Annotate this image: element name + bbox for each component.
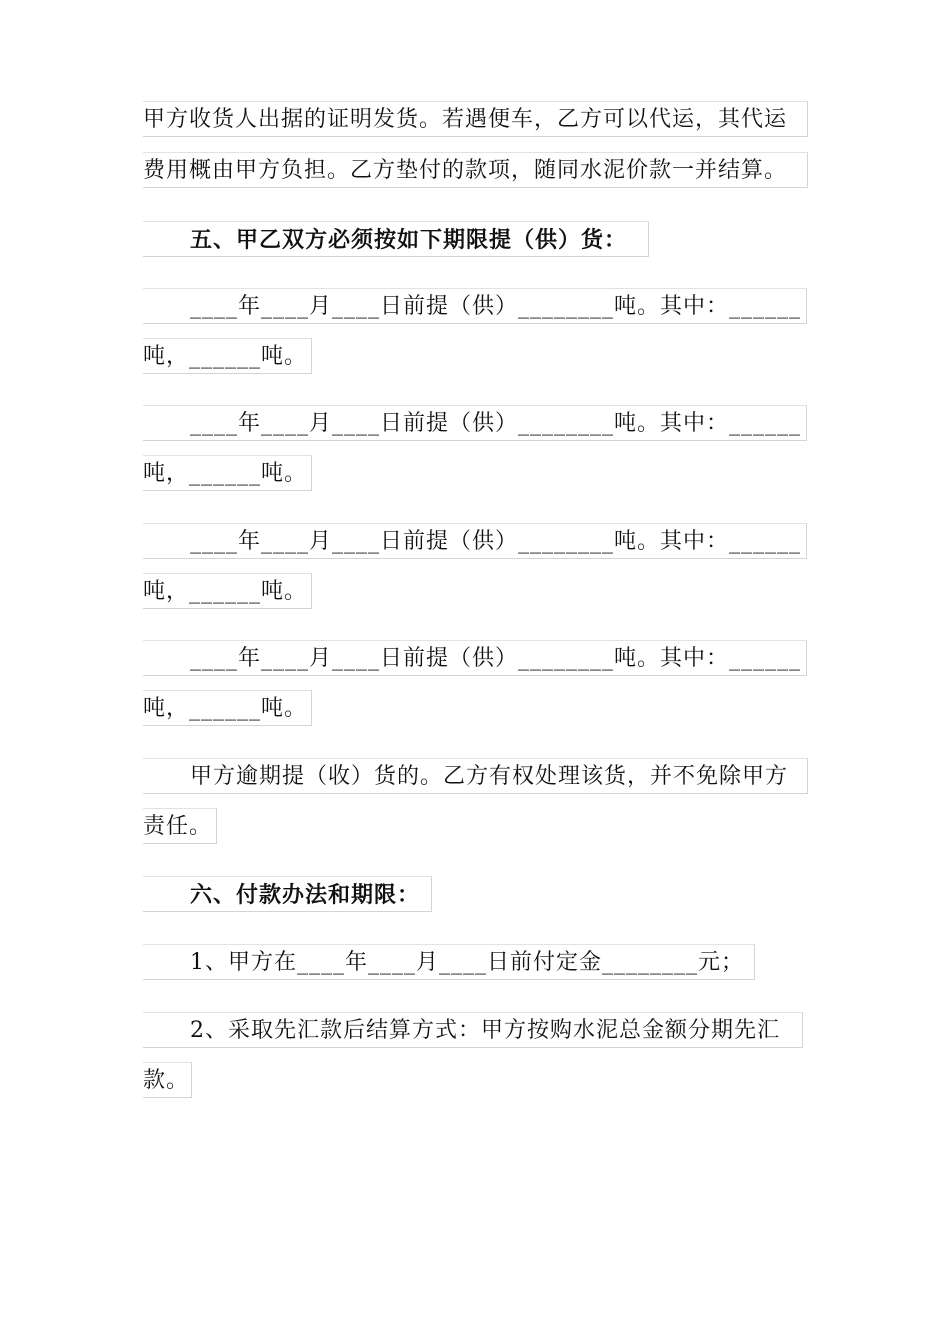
schedule-line: 吨，______吨。 [143,338,312,374]
schedule-line: 吨，______吨。 [143,573,312,609]
payment-item-2: 2、采取先汇款后结算方式：甲方按购水泥总金额分期先汇 [143,1012,803,1048]
paragraph-line: 甲方逾期提（收）货的。乙方有权处理该货，并不免除甲方 [143,758,808,794]
schedule-line: 吨，______吨。 [143,455,312,491]
schedule-line: 吨，______吨。 [143,690,312,726]
payment-item-1: 1、甲方在____年____月____日前付定金________元； [143,944,755,980]
paragraph-line: 甲方收货人出据的证明发货。若遇便车，乙方可以代运，其代运 [143,101,808,137]
schedule-line: ____年____月____日前提（供）________吨。其中：______ [143,523,807,559]
schedule-line: ____年____月____日前提（供）________吨。其中：______ [143,640,807,676]
paragraph-line: 责任。 [143,808,217,844]
schedule-line: ____年____月____日前提（供）________吨。其中：______ [143,288,807,324]
section-heading-5: 五、甲乙双方必须按如下期限提（供）货： [143,221,649,257]
schedule-line: ____年____月____日前提（供）________吨。其中：______ [143,405,807,441]
paragraph-line: 款。 [143,1062,192,1098]
section-heading-6: 六、付款办法和期限： [143,876,432,912]
paragraph-line: 费用概由甲方负担。乙方垫付的款项，随同水泥价款一并结算。 [143,152,808,188]
